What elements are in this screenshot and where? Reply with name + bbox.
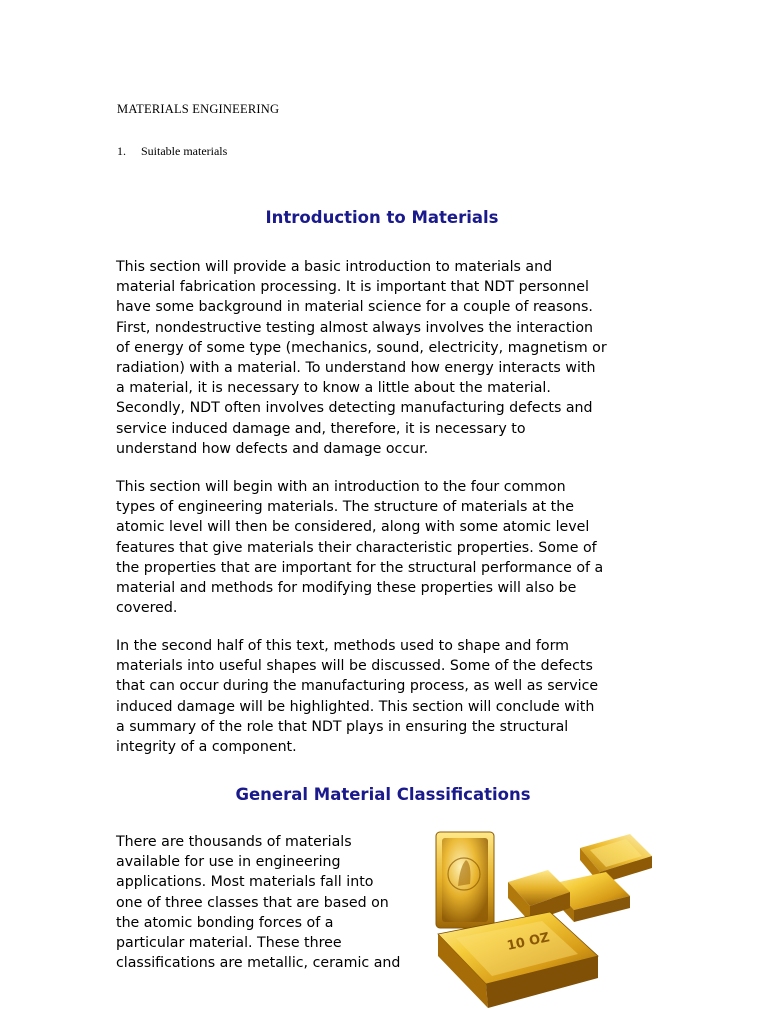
numbered-list-item [117, 144, 227, 159]
section-title-introduction: Introduction to Materials [265, 208, 499, 227]
tall-gold-ingot [436, 832, 494, 928]
intro-paragraph-1: This section will provide a basic introduction to materials and material fabrication processing. It is important that NDT personnel have some background in material science for a couple of reasons. First, nondestructive testing almost always involves the interaction of energy of some type (mechanics, sound, electricity, magnetism or radiation) with a material. To understand how energy interacts with a material, it is necessary to know a little about the material. Secondly, NDT often involves detecting manufacturing defects and service induced damage and, therefore, it is necessary to understand how defects and damage occur. [116, 259, 607, 457]
intro-paragraph-3: In the second half of this text, methods used to shape and form materials into useful shapes will be discussed. Some of the defects that can occur during the manufacturing process, as well as service induced damage will be highlighted. This section will conclude with a summary of the role that NDT plays in ensuring the structural integrity of a component. [116, 638, 599, 756]
list-item-text: Suitable materials [141, 144, 228, 158]
list-number: 1. [117, 144, 126, 158]
intro-paragraph-2: This section will begin with an introduction to the four common types of engineering materials. The structure of materials at the atomic level will then be considered, along with some atomic level features that give materials their characteristic properties. Some of the properties that are important for the structural performance of a material and methods for modifying these properties will also be covered. [116, 479, 604, 617]
bar-inscription: 10 OZ [505, 930, 551, 954]
section-title-classifications: General Material Classifications [235, 785, 531, 804]
gold-bars-image [430, 826, 662, 1016]
document-header: MATERIALS ENGINEERING [117, 102, 280, 116]
classification-paragraph: There are thousands of materials available for use in engineering applications. Most materials fall into one of three classes that are based on the atomic bonding forces of a particular material. These three classifications are metallic, ceramic and [116, 834, 401, 972]
